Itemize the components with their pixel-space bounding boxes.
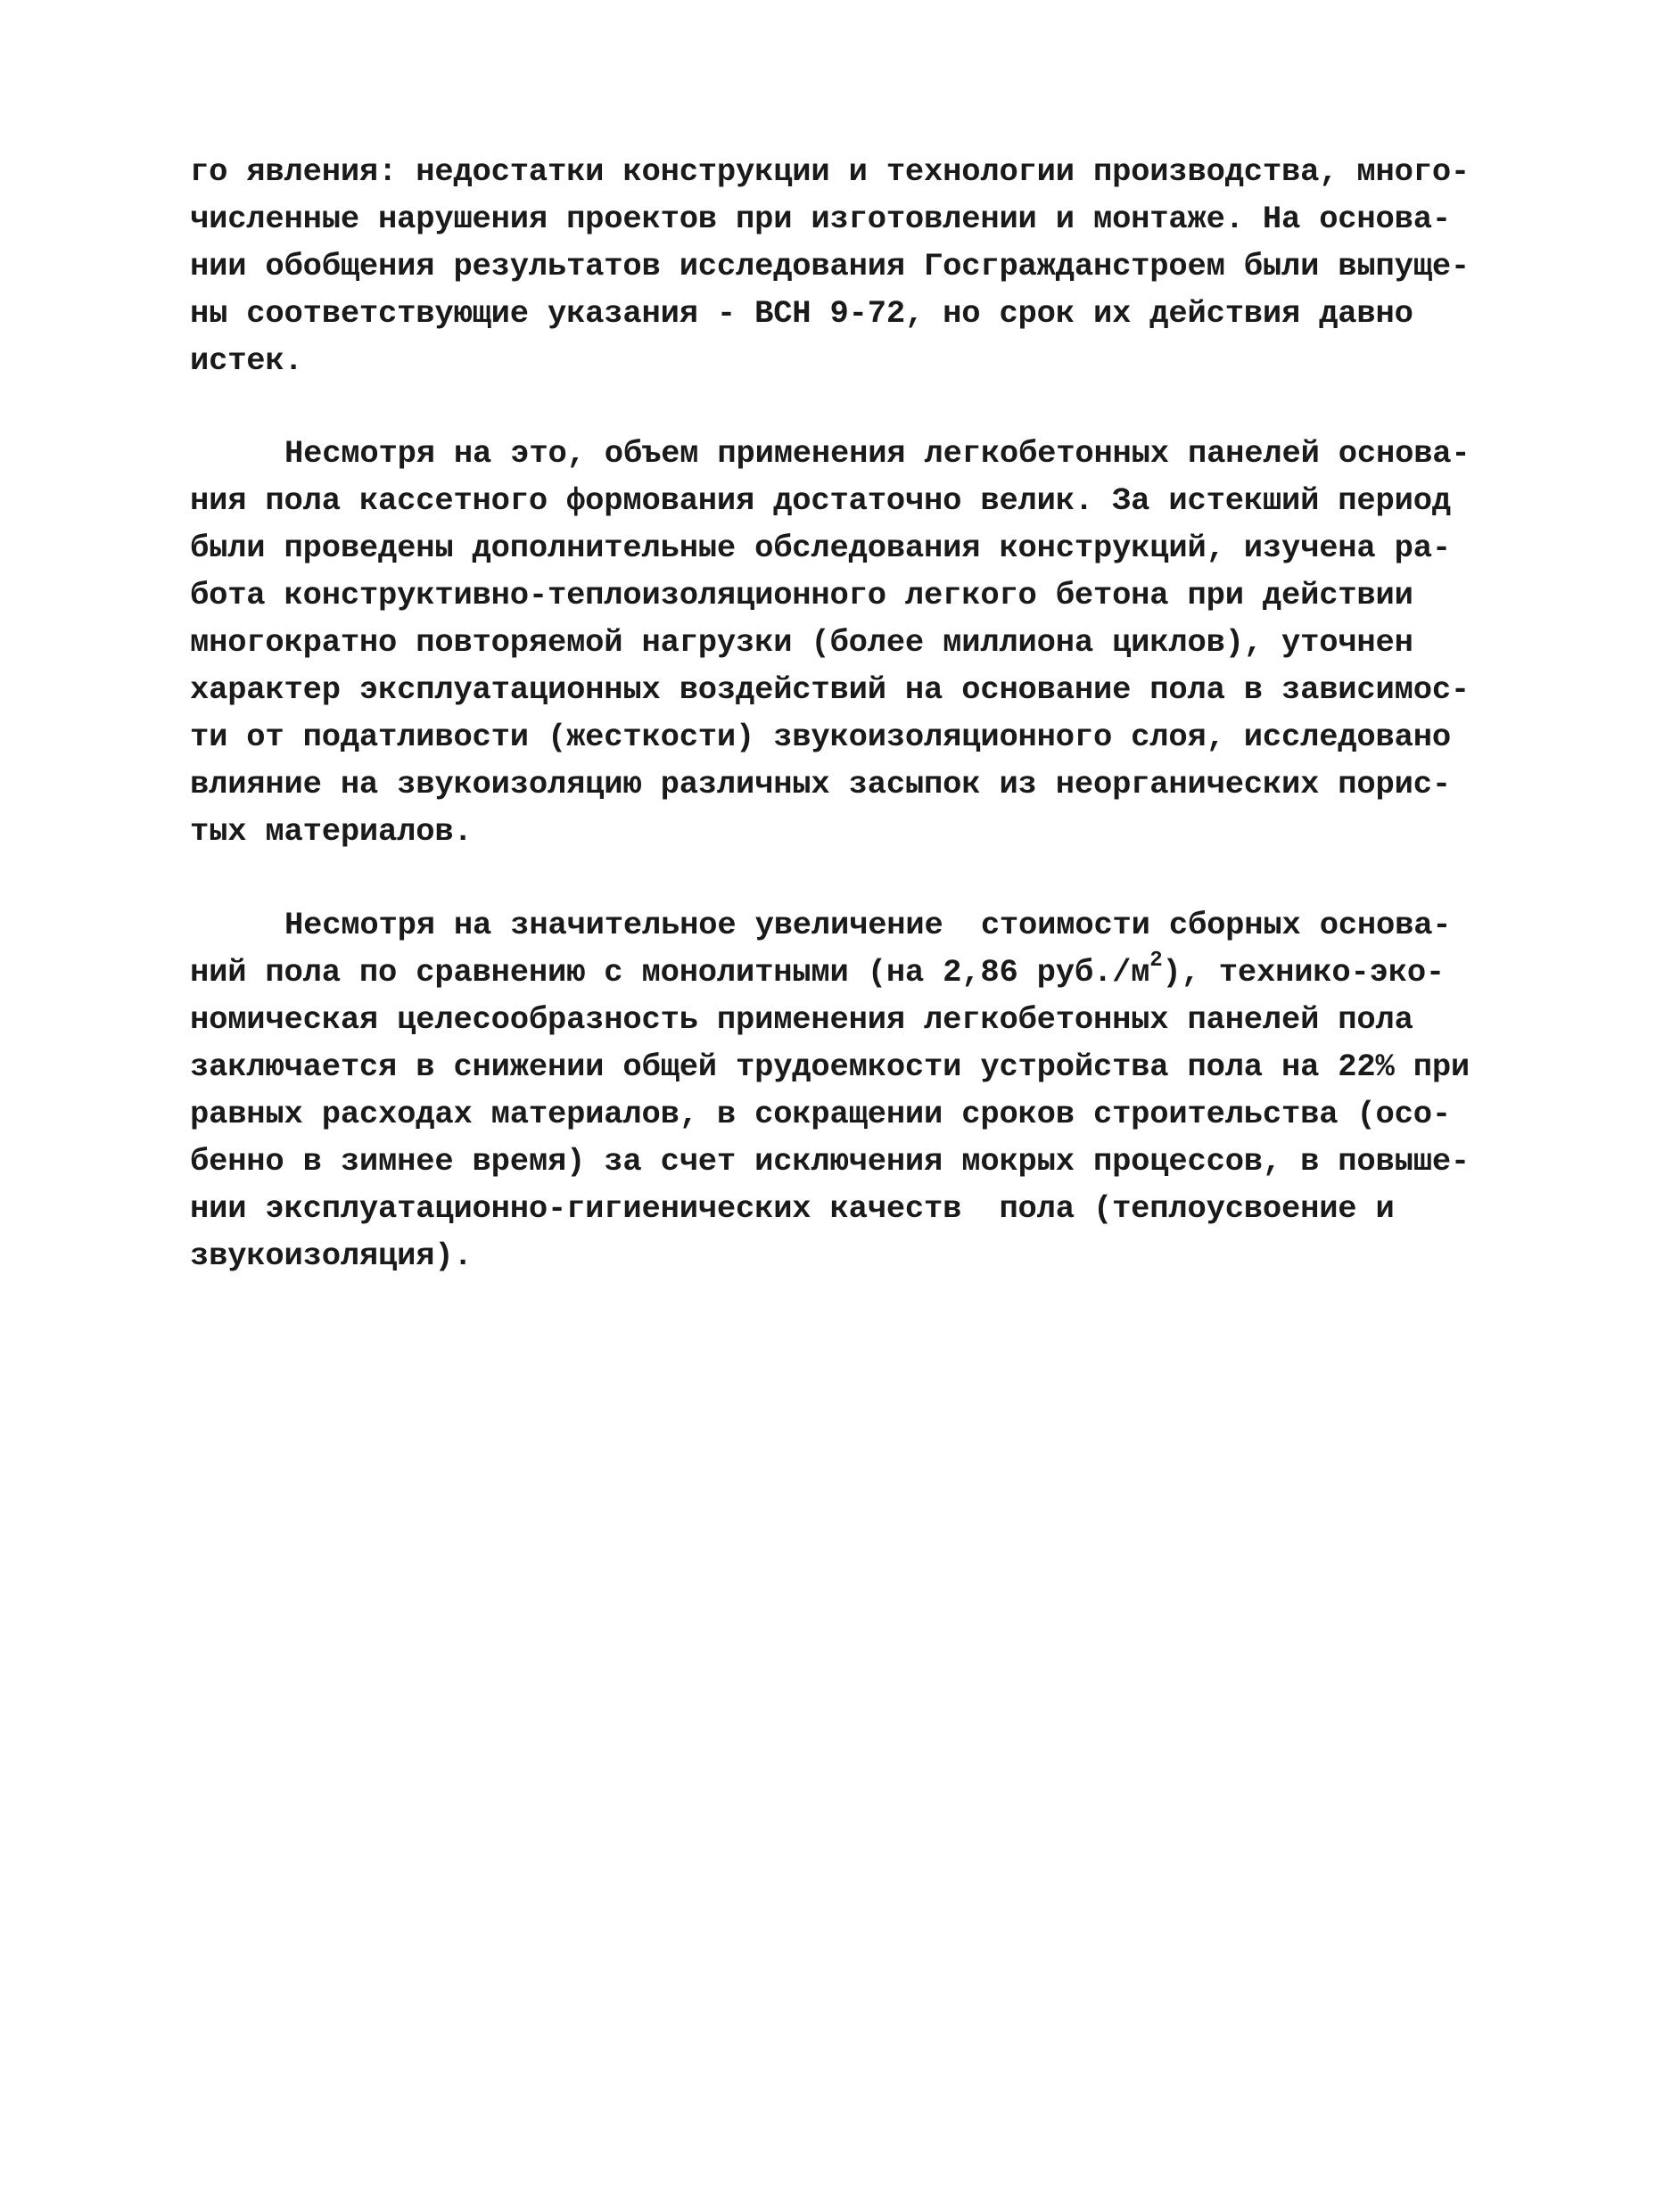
paragraph-2 xyxy=(190,430,1501,855)
line-text-after: ), технико-эко- xyxy=(1162,954,1446,991)
paragraph-line: были проведены дополнительные обследования конструкций, изучена ра- xyxy=(190,530,1451,566)
paragraph-line: бота конструктивно-теплоизоляционного легкого бетона при действии xyxy=(190,577,1413,613)
paragraph-line: равных расходах материалов, в сокращении сроков строительства (осо- xyxy=(190,1096,1451,1132)
paragraph-line: ния пола кассетного формования достаточно велик. За истекший период xyxy=(190,482,1451,519)
paragraph-line: го явления: недостатки конструкции и технологии производства, много- xyxy=(190,153,1470,190)
paragraph-line: номическая целесообразность применения легкобетонных панелей пола xyxy=(190,1001,1413,1038)
paragraph-line: заключается в снижении общей трудоемкости устройства пола на 22% при xyxy=(190,1048,1470,1085)
paragraph-3 xyxy=(190,901,1501,1279)
paragraph-line: истек. xyxy=(190,342,303,379)
paragraph-line: Несмотря на значительное увеличение стоимости сборных основа- xyxy=(284,907,1452,943)
paragraph-line: ти от податливости (жесткости) звукоизоляционного слоя, исследовано xyxy=(190,719,1451,755)
paragraph-line: влияние на звукоизоляцию различных засыпок из неорганических порис- xyxy=(190,766,1451,802)
paragraph-line: тых материалов. xyxy=(190,813,473,850)
paragraph-line: бенно в зимнее время) за счет исключения мокрых процессов, в повыше- xyxy=(190,1143,1470,1180)
paragraph-line: нии эксплуатационно-гигиенических качеств пола (теплоусвоение и xyxy=(190,1190,1395,1227)
paragraph-line: нии обобщения результатов исследования Госгражданстроем были выпуще- xyxy=(190,248,1470,284)
paragraph-line: ны соответствующие указания - ВСН 9-72, но срок их действия давно xyxy=(190,295,1413,332)
paragraph-line: Несмотря на это, объем применения легкобетонных панелей основа- xyxy=(284,435,1470,472)
paragraph-line: численные нарушения проектов при изготовлении и монтаже. На основа- xyxy=(190,201,1451,237)
paragraph-line: многократно повторяемой нагрузки (более миллиона циклов), уточнен xyxy=(190,624,1413,661)
line-text-before: ний пола по сравнению с монолитными (на 2,86 руб./м xyxy=(190,954,1150,991)
paragraph-1 xyxy=(190,148,1501,384)
paragraph-line: звукоизоляция). xyxy=(190,1238,473,1274)
paragraph-line-with-superscript xyxy=(190,949,1501,996)
superscript-exponent: 2 xyxy=(1149,949,1163,974)
paragraph-line: характер эксплуатационных воздействий на основание пола в зависимос- xyxy=(190,671,1470,708)
